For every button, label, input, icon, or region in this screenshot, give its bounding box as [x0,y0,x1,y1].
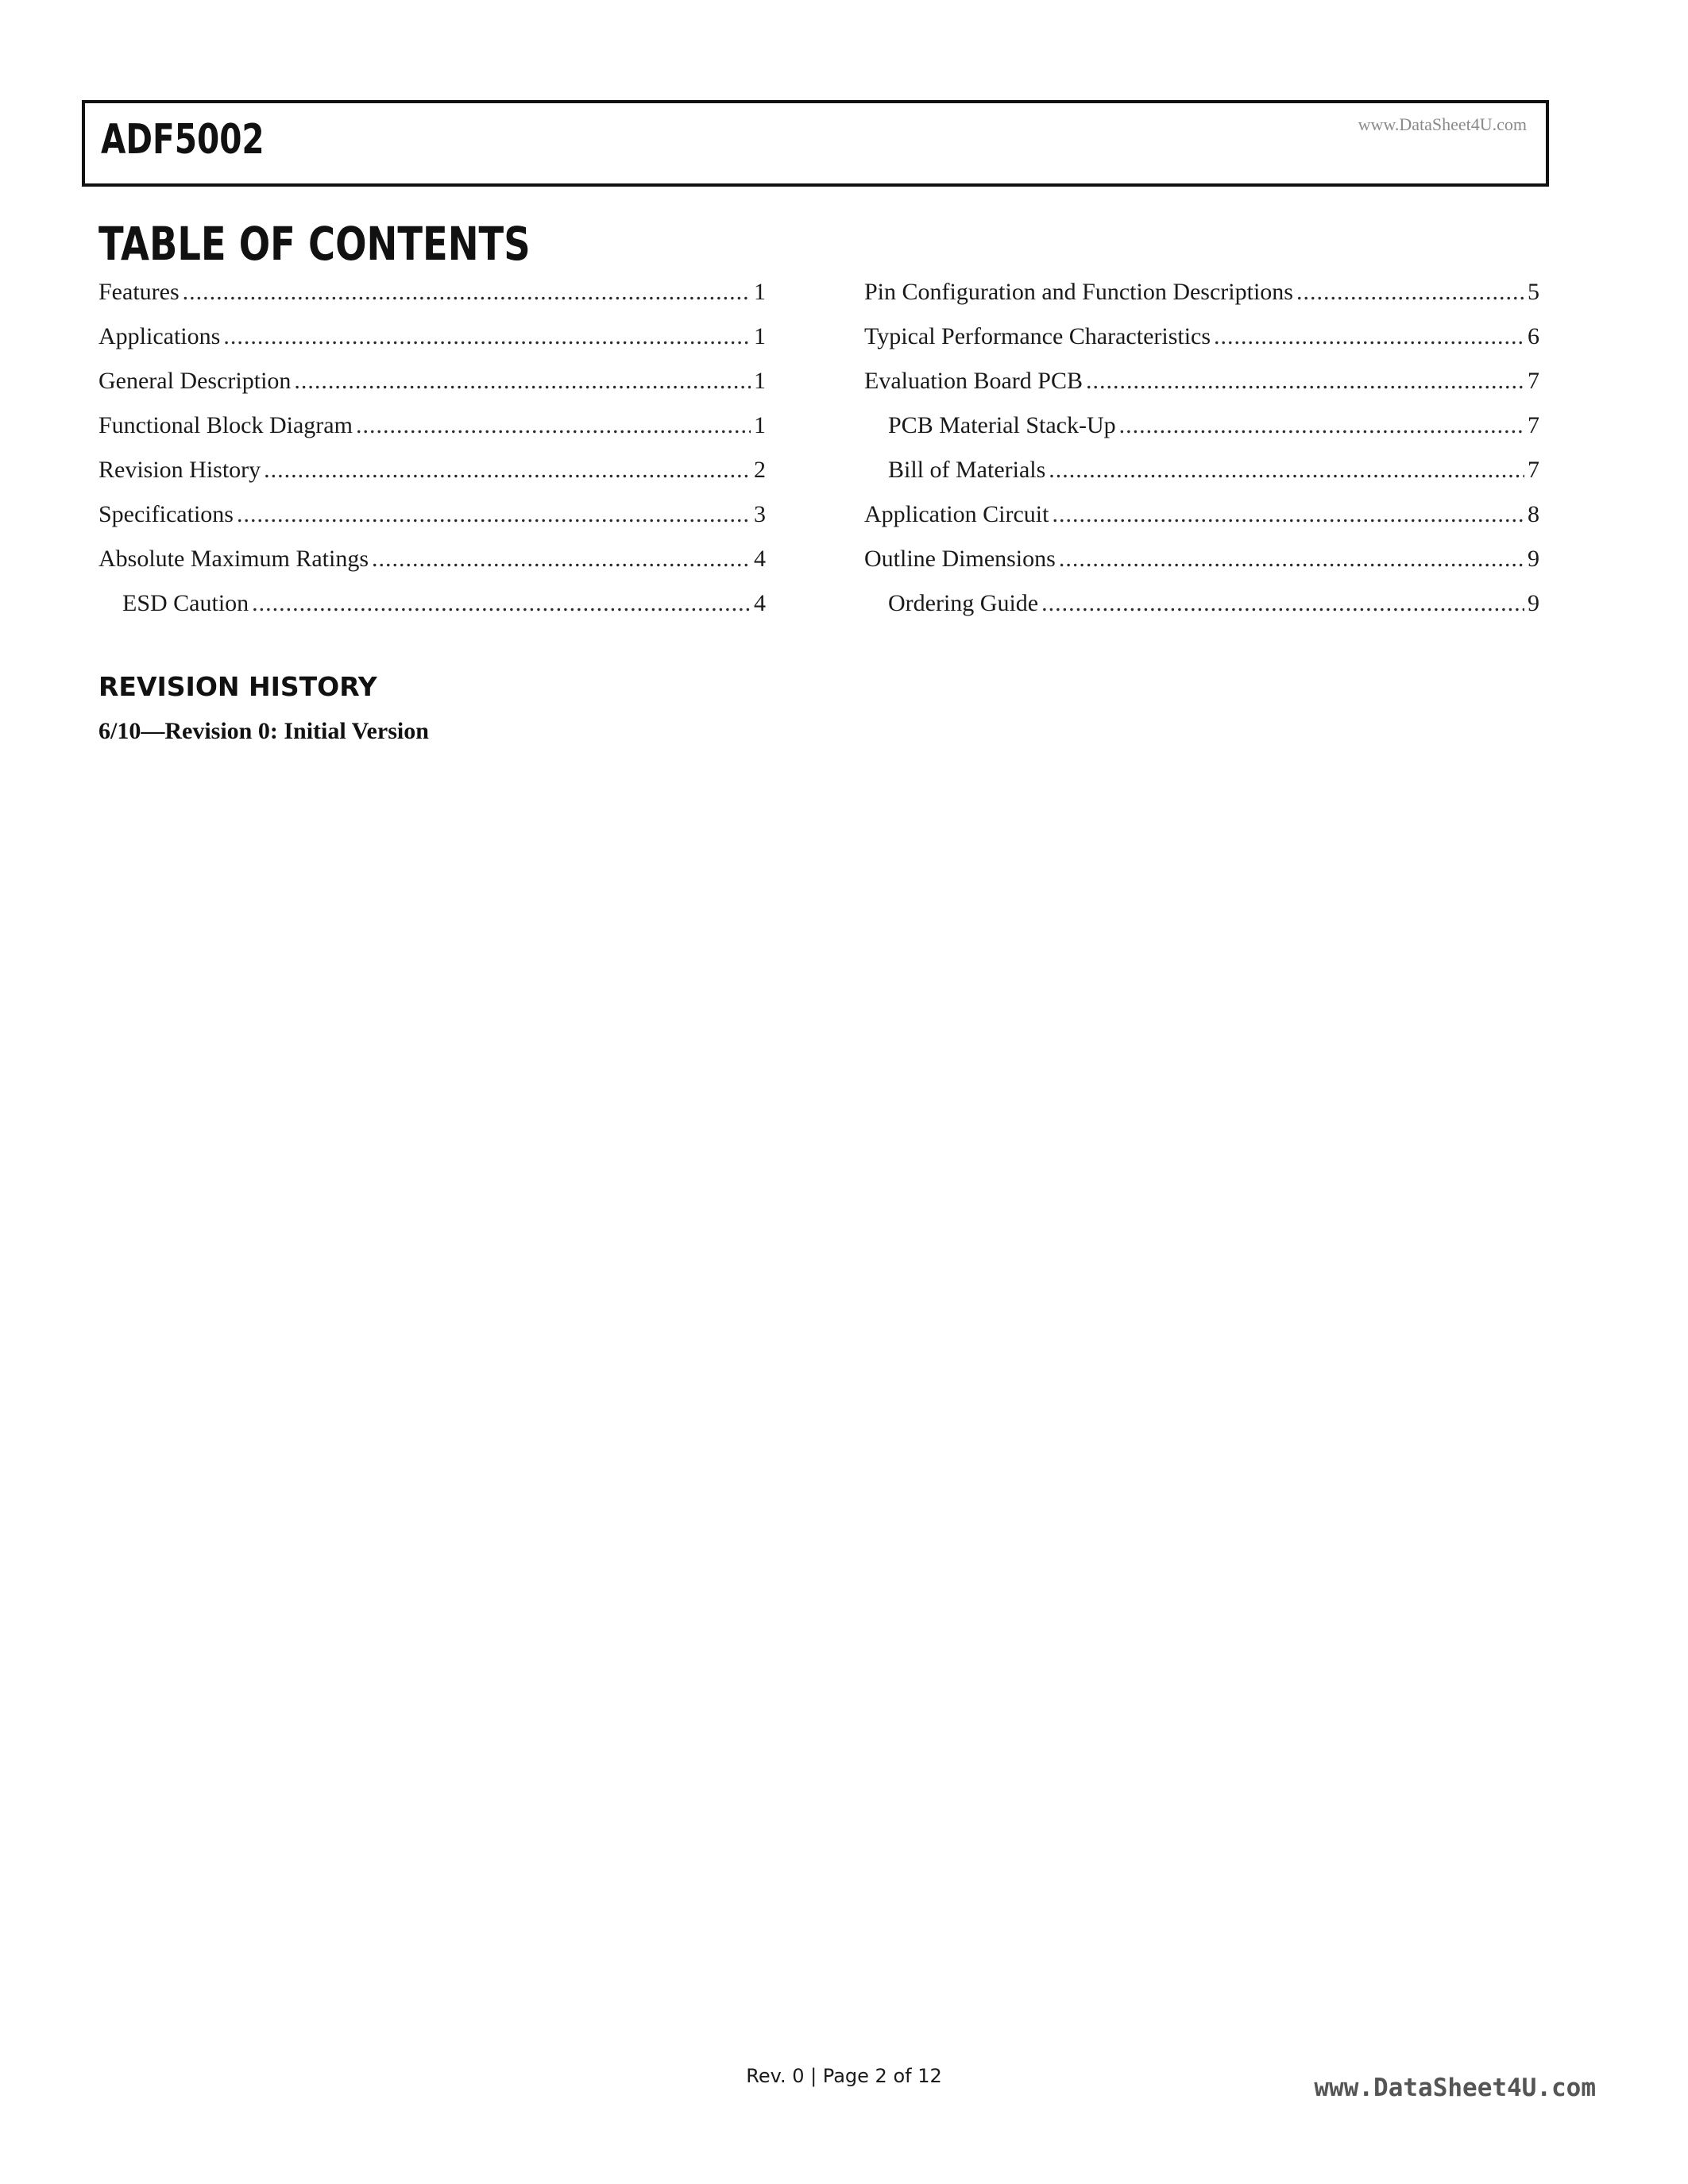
toc-entry-label: Pin Configuration and Function Descriptions [864,279,1293,305]
toc-dot-leader [1296,270,1524,314]
toc-entry-page: 2 [754,457,766,483]
toc-entry-page: 5 [1528,279,1539,305]
toc-entry-label: Features [98,279,180,305]
toc-entry-page: 7 [1528,368,1539,394]
toc-entry-label: PCB Material Stack-Up [888,412,1116,438]
toc-entry[interactable] [864,314,1539,359]
toc-entry[interactable] [98,359,766,403]
toc-entry-page: 9 [1528,590,1539,616]
toc-dot-leader [237,492,751,537]
toc-entry-label: Evaluation Board PCB [864,368,1083,394]
toc-dot-leader [183,270,751,314]
toc-dot-leader [1049,448,1524,492]
toc-entry-page: 1 [754,412,766,438]
toc-entry-page: 4 [754,546,766,572]
toc-entry[interactable] [98,314,766,359]
header-box [82,100,1549,187]
toc-entry-page: 1 [754,323,766,349]
toc-entry-page: 8 [1528,501,1539,527]
toc-entry-page: 7 [1528,412,1539,438]
footer-page-info: Rev. 0 | Page 2 of 12 [746,2065,942,2087]
toc-dot-leader [1214,314,1524,359]
toc-entry[interactable] [98,492,766,537]
toc-entry-label: Typical Performance Characteristics [864,323,1211,349]
toc-dot-leader [294,359,751,403]
toc-dot-leader [1041,581,1524,626]
toc-dot-leader [356,403,751,448]
toc-entry-label: General Description [98,368,292,394]
toc-entry-label: Ordering Guide [888,590,1039,616]
toc-entry-label: ESD Caution [122,590,249,616]
toc-entry[interactable] [98,403,766,448]
toc-entry-page: 3 [754,501,766,527]
revision-entry: 6/10—Revision 0: Initial Version [98,718,429,744]
toc-entry[interactable] [864,403,1539,448]
header-watermark: www.DataSheet4U.com [1358,114,1527,134]
toc-dot-leader [1052,492,1524,537]
toc-entry-page: 1 [754,368,766,394]
toc-entry[interactable] [98,581,766,626]
toc-entry-label: Outline Dimensions [864,546,1056,572]
footer-watermark: www.DataSheet4U.com [1314,2074,1596,2102]
toc-dot-leader [252,581,751,626]
toc-right-column [864,270,1539,626]
toc-entry-label: Bill of Materials [888,457,1046,483]
toc-entry[interactable] [864,270,1539,314]
toc-dot-leader [1059,537,1524,581]
toc-entry[interactable] [864,359,1539,403]
product-name: ADF5002 [101,116,265,164]
toc-entry[interactable] [98,270,766,314]
toc-entry[interactable] [864,492,1539,537]
toc-dot-leader [223,314,751,359]
toc-dot-leader [264,448,751,492]
toc-dot-leader [1086,359,1524,403]
toc-title: TABLE OF CONTENTS [98,217,531,271]
revision-history-heading: REVISION HISTORY [98,671,377,702]
toc-entry-page: 6 [1528,323,1539,349]
toc-dot-leader [1119,403,1524,448]
toc-entry-page: 7 [1528,457,1539,483]
toc-entry[interactable] [98,448,766,492]
toc-entry-page: 1 [754,279,766,305]
toc-entry-label: Revision History [98,457,261,483]
toc-entry-label: Functional Block Diagram [98,412,353,438]
toc-entry-label: Absolute Maximum Ratings [98,546,369,572]
toc-entry-page: 4 [754,590,766,616]
toc-dot-leader [372,537,751,581]
toc-entry[interactable] [864,537,1539,581]
toc-entry-label: Specifications [98,501,234,527]
toc-entry[interactable] [864,448,1539,492]
toc-entry[interactable] [864,581,1539,626]
toc-entry-label: Application Circuit [864,501,1049,527]
toc-left-column [98,270,766,626]
toc-entry[interactable] [98,537,766,581]
toc-entry-page: 9 [1528,546,1539,572]
toc-entry-label: Applications [98,323,221,349]
